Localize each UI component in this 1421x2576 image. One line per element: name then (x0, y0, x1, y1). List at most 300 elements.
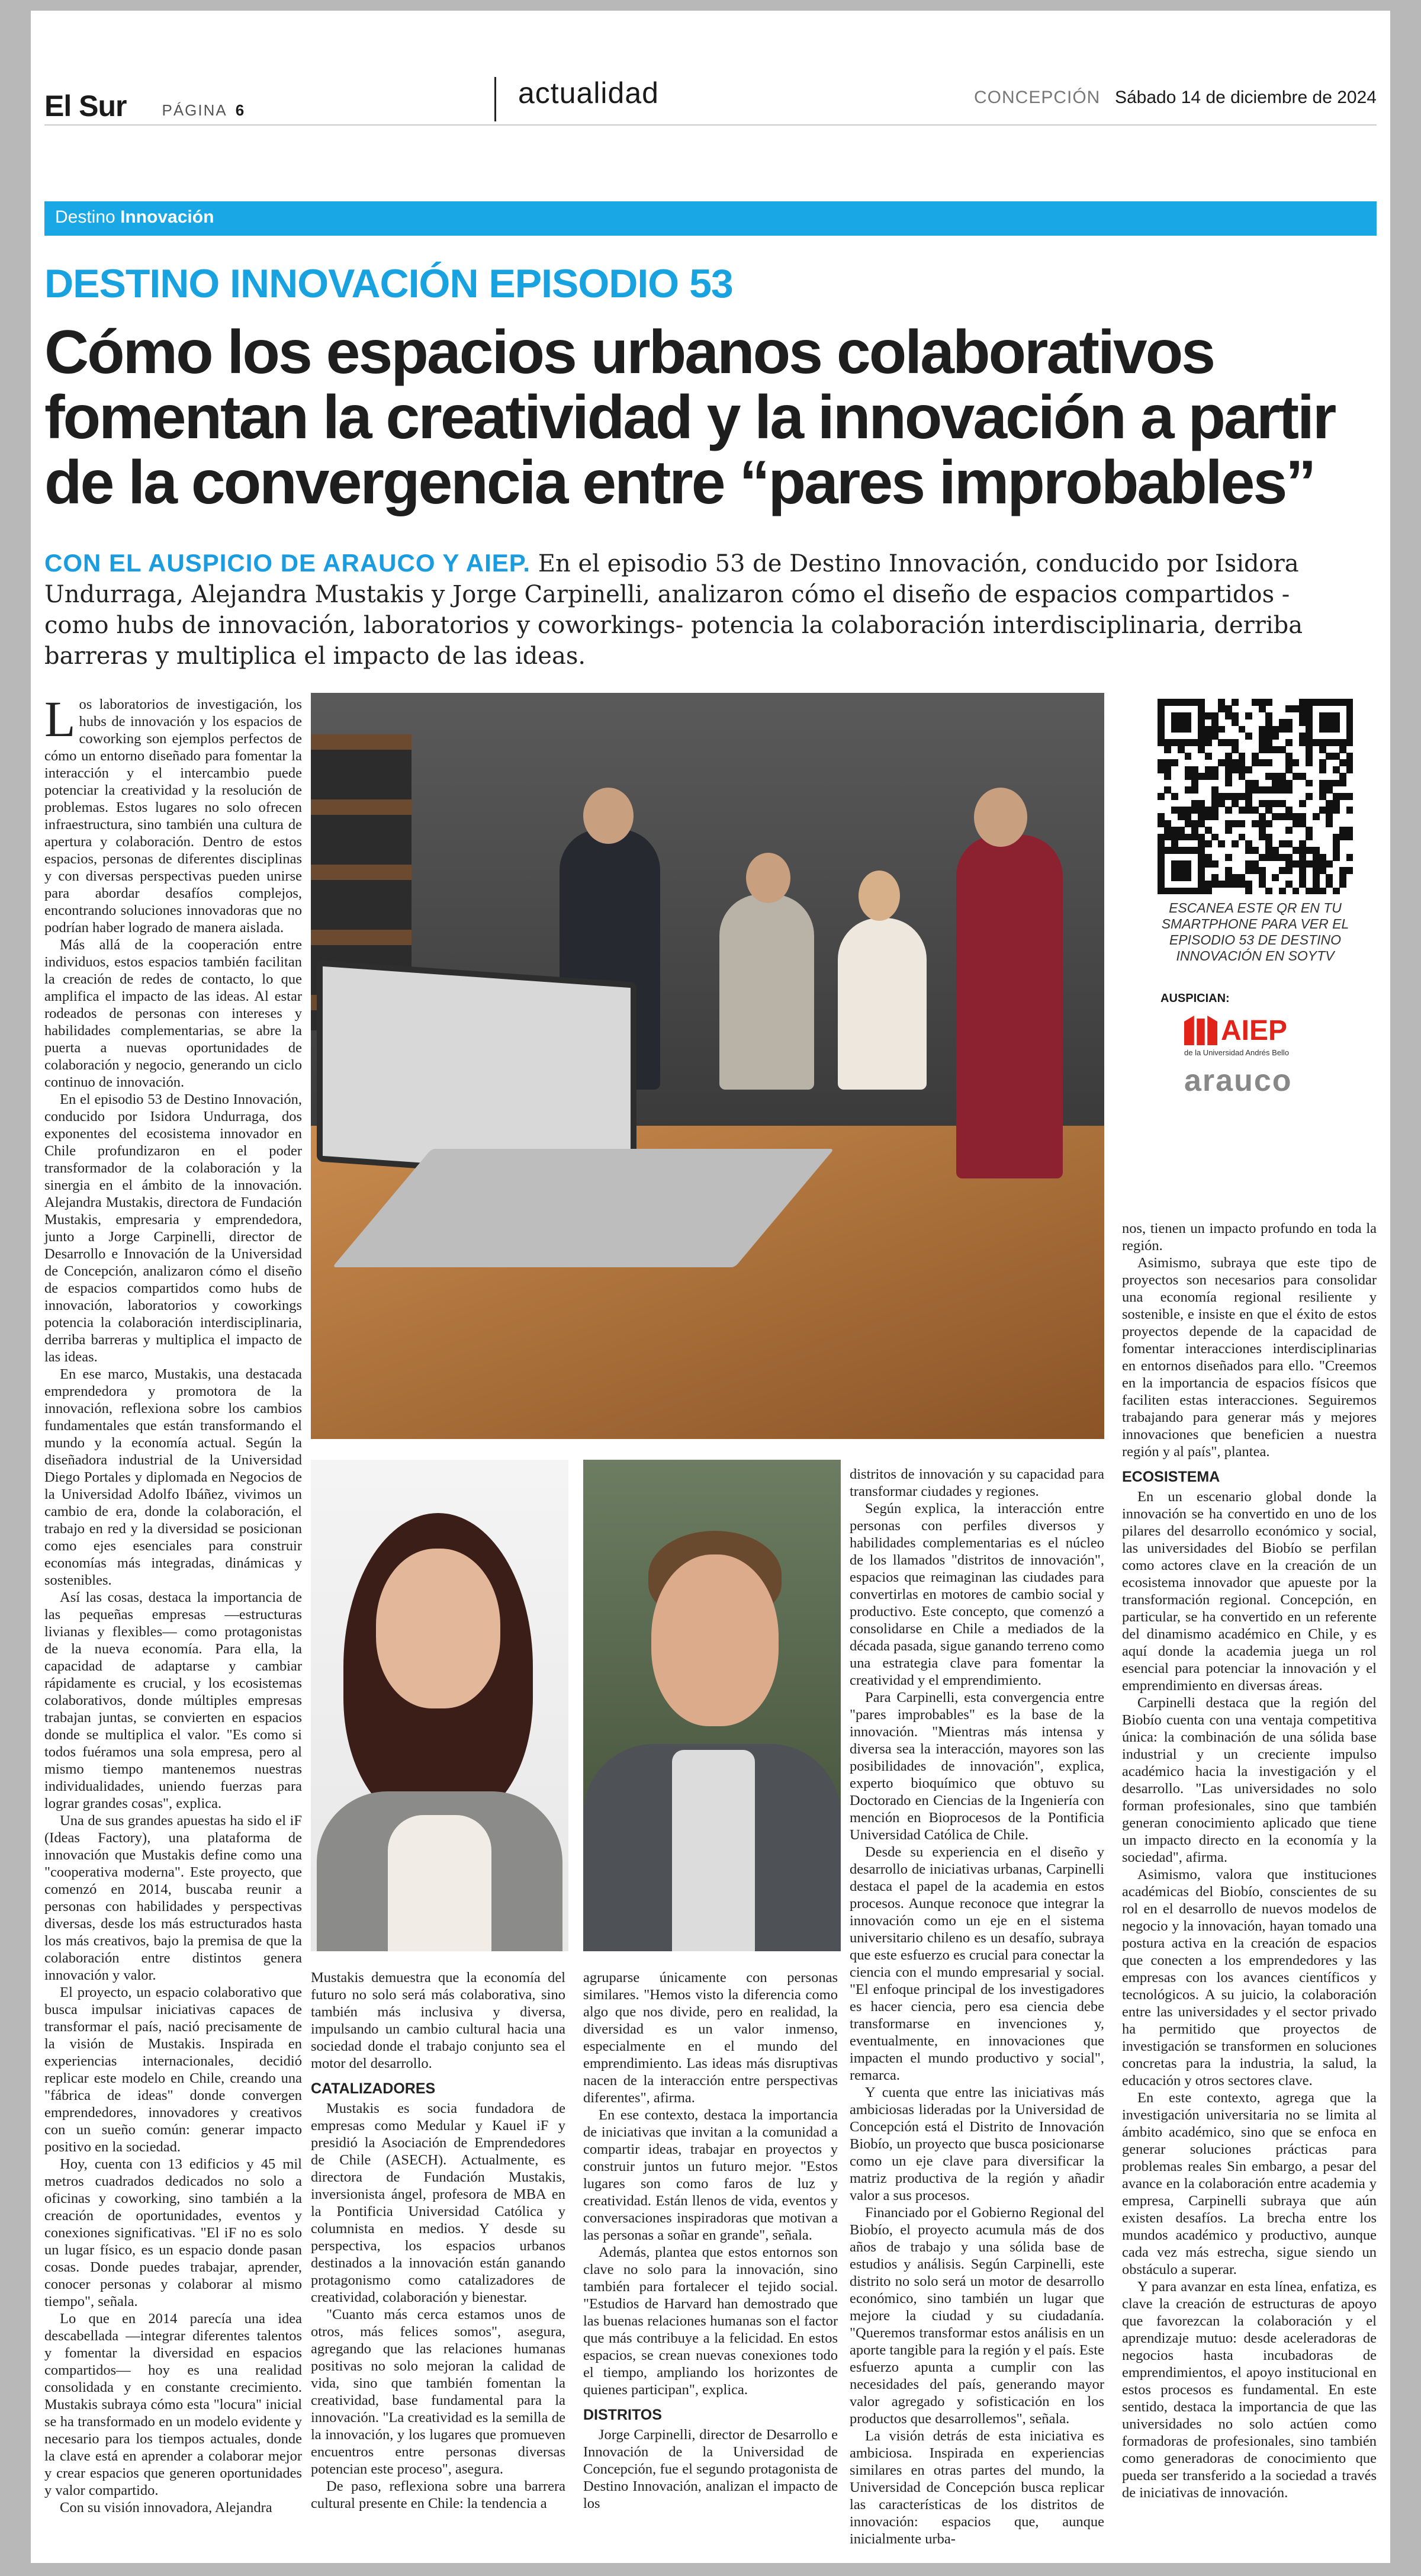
qr-module (1185, 712, 1192, 720)
qr-module (1164, 820, 1171, 827)
city-label: CONCEPCIÓN (974, 88, 1101, 107)
qr-module (1339, 793, 1346, 800)
qr-module (1265, 712, 1272, 720)
qr-module (1333, 888, 1340, 895)
paragraph: Financiado por el Gobierno Regional del Biobío, el proyecto acumula más de dos años de trabajo y una sólida base de estudios y análisis. Según Carpinelli, este distrito no solo será un motor de desarrollo económico, sino también un lugar que mejore la ciudad y su ciudadanía. "Queremos transformar estos análisis en un aporte tangible para la región y el país. Este esfuerzo apunta a cumplir con las necesidades del país, generando mayor valor agregado y sofisticación en los productos que desarrollemos", señala. (850, 2205, 1104, 2427)
qr-module (1245, 786, 1252, 794)
qr-module (1313, 854, 1320, 861)
qr-module (1346, 733, 1354, 740)
qr-module (1185, 807, 1192, 814)
qr-module (1272, 746, 1279, 753)
qr-module (1218, 793, 1225, 800)
paragraph: En este contexto, agrega que la investigación universitaria no se limita al ámbito académico, sino que se enfoca en generar soluciones prácticas para problemas reales Sin embargo, a pesar del avance en la colaboración entre academia y empresa, Carpinelli subraya que aún existen desafíos. La brecha entre los mundos académico y productivo, aunque cada vez más estrecha, sigue siendo un obstáculo a superar. (1122, 2090, 1377, 2278)
header-divider (494, 77, 496, 121)
qr-module (1299, 719, 1306, 726)
qr-module (1198, 881, 1205, 888)
qr-module (1265, 726, 1272, 733)
paragraph: Lo que en 2014 parecía una idea descabellada —integrar diferentes talentos y fomentar la diversidad en espacios compartidos— hoy es una realidad consolidada y en constante crecimiento. Mustakis subraya cómo esta "locura" inicial se ha transformado en un modelo evidente y necesario para los tiempos actuales, donde la clave está en aprender a colaborar mejor y crear espacios que generen oportunidades y valor compartido. (44, 2311, 302, 2498)
qr-module (1185, 820, 1192, 827)
qr-module (1205, 726, 1212, 733)
qr-module (1306, 759, 1313, 766)
qr-module (1218, 881, 1225, 888)
qr-module (1293, 813, 1300, 820)
qr-module (1306, 753, 1313, 760)
qr-module (1218, 705, 1225, 712)
qr-module (1306, 847, 1313, 854)
qr-module (1239, 820, 1246, 827)
qr-module (1178, 719, 1185, 726)
qr-module (1299, 739, 1306, 746)
qr-module (1326, 786, 1333, 794)
qr-module (1339, 780, 1346, 787)
qr-module (1211, 733, 1219, 740)
qr-module (1239, 759, 1246, 766)
qr-module (1306, 733, 1313, 740)
paragraph: Jorge Carpinelli, director de Desarrollo e Innovación de la Universidad de Concepción, fue el segundo protagonista de Destino Innovación, analizan el impacto de los (583, 2427, 838, 2511)
qr-module (1299, 874, 1306, 881)
qr-module (1293, 847, 1300, 854)
qr-module (1272, 813, 1279, 820)
qr-module (1252, 786, 1259, 794)
qr-module (1306, 860, 1313, 868)
qr-module (1299, 733, 1306, 740)
main-photo-coworking (311, 693, 1104, 1439)
qr-module (1272, 874, 1279, 881)
qr-module (1326, 874, 1333, 881)
lead-paragraph (44, 548, 1353, 672)
paragraph: Hoy, cuenta con 13 edificios y 45 mil metros cuadrados dedicados no solo a oficinas y coworking, sino también a la creación de oportunidades, eventos y conexiones significativas. "El iF no es solo un lugar físico, es un espacio donde pasan cosas. Donde puedes trabajar, aprender, conocer personas y colaborar al mismo tiempo", señala. (44, 2156, 302, 2310)
qr-module (1259, 739, 1266, 746)
qr-module (1178, 739, 1185, 746)
qr-module (1313, 874, 1320, 881)
qr-module (1279, 888, 1286, 895)
qr-module (1326, 753, 1333, 760)
qr-module (1265, 739, 1272, 746)
qr-module (1313, 699, 1320, 706)
qr-module (1265, 800, 1272, 807)
photo-person (956, 835, 1063, 1178)
qr-module (1211, 712, 1219, 720)
qr-module (1158, 840, 1165, 847)
qr-module (1185, 719, 1192, 726)
qr-module (1279, 867, 1286, 874)
qr-module (1272, 847, 1279, 854)
qr-module (1164, 699, 1171, 706)
paragraph: En ese marco, Mustakis, una destacada emprendedora y promotora de la innovación, reflexiona sobre los cambios fundamentales que están transformando el mundo y la economía actual. Según la diseñadora industrial de la Universidad Diego Portales y diplomada en Negocios de la Universidad Adolfo Ibáñez, vivimos un cambio de era, donde la colaboración, el trabajo en red y la diversidad se posicionan como ejes esenciales para construir economías más integradas, dinámicas y sostenibles. (44, 1366, 302, 1588)
qr-module (1225, 867, 1232, 874)
qr-module (1225, 759, 1232, 766)
article-column-3 (583, 1969, 838, 2512)
page-label (162, 101, 245, 120)
qr-module (1346, 766, 1354, 773)
qr-module (1339, 759, 1346, 766)
qr-module (1171, 793, 1178, 800)
qr-module (1225, 780, 1232, 787)
qr-module (1171, 827, 1178, 834)
qr-module (1319, 719, 1326, 726)
qr-module (1326, 807, 1333, 814)
qr-module (1313, 739, 1320, 746)
qr-module (1339, 773, 1346, 780)
qr-module (1279, 840, 1286, 847)
qr-module (1211, 813, 1219, 820)
paragraph: En el episodio 53 de Destino Innovación, conducido por Isidora Undurraga, dos exponentes del ecosistema innovador en Chile profundizaron en el poder transformador de la colaboración y la sinergia en el ámbito de la innovación. Alejandra Mustakis, directora de Fundación Mustakis, empresaria y emprendedora, junto a Jorge Carpinelli, director de Desarrollo e Innovación de la Universidad de Concepción, analizaron cómo el diseño de espacios compartidos como hubs de innovación, laboratorios y coworkings potencia la colaboración interdisciplinaria, derriba barreras y multiplica el impacto de las ideas. (44, 1091, 302, 1365)
qr-module (1339, 739, 1346, 746)
qr-module (1285, 726, 1293, 733)
qr-module (1205, 766, 1212, 773)
qr-module (1346, 834, 1354, 841)
qr-module (1319, 699, 1326, 706)
qr-module (1185, 753, 1192, 760)
qr-module (1245, 800, 1252, 807)
qr-module (1346, 867, 1354, 874)
paragraph: Además, plantea que estos entornos son clave no solo para la innovación, sino también para fortalecer el tejido social. "Estudios de Harvard han demostrado que las buenas relaciones humanas son el factor que más contribuye a la felicidad. En estos espacios, se crean nuevas conexiones todo el tiempo, ampliando los horizontes de quienes participan", explica. (583, 2244, 838, 2398)
qr-module (1191, 766, 1198, 773)
qr-module (1191, 780, 1198, 787)
qr-module (1259, 867, 1266, 874)
qr-module (1191, 847, 1198, 854)
qr-module (1171, 726, 1178, 733)
qr-module (1265, 773, 1272, 780)
qr-module (1326, 800, 1333, 807)
qr-module (1211, 773, 1219, 780)
paragraph: Y cuenta que entre las iniciativas más ambiciosas lideradas por la Universidad de Concepción está el Distrito de Innovación Biobío, un proyecto que busca posicionarse como un eje clave para diversificar la matriz productiva de la región y añadir valor a sus procesos. (850, 2084, 1104, 2204)
qr-module (1198, 712, 1205, 720)
qr-module (1326, 739, 1333, 746)
lead-text: En el episodio 53 de Destino Innovación, conducido por Isidora Undurraga, Alejandra Mustakis y Jorge Carpinelli, analizaron cómo el diseño de espacios compartidos -como hubs de innovación, laboratorios y coworkings- potencia la colaboración interdisciplinaria, derriba barreras y multiplica el impacto de las ideas. (44, 550, 1303, 670)
qr-module (1245, 712, 1252, 720)
qr-module (1245, 780, 1252, 787)
qr-module (1191, 773, 1198, 780)
qr-module (1265, 820, 1272, 827)
qr-module (1198, 874, 1205, 881)
qr-module (1285, 881, 1293, 888)
qr-module (1245, 881, 1252, 888)
qr-module (1158, 733, 1165, 740)
paragraph: Carpinelli destaca que la región del Biobío cuenta con una ventaja competitiva única: la combinación de una sólida base industrial y un creciente impulso académico hacia la investigación y el desarrollo. "Las universidades no solo forman profesionales, sino que también generan conocimiento aplicado que tiene un impacto directo en la economía y la sociedad", afirma. (1122, 1695, 1377, 1865)
qr-module (1158, 888, 1165, 895)
qr-module (1232, 719, 1239, 726)
qr-module (1205, 773, 1212, 780)
qr-module (1346, 793, 1354, 800)
qr-module (1178, 860, 1185, 868)
lead-sponsor: CON EL AUSPICIO DE ARAUCO Y AIEP. (44, 549, 531, 577)
qr-module (1259, 874, 1266, 881)
qr-module (1259, 881, 1266, 888)
qr-module (1198, 699, 1205, 706)
qr-module (1285, 719, 1293, 726)
qr-module (1306, 699, 1313, 706)
qr-module (1185, 860, 1192, 868)
qr-module (1333, 739, 1340, 746)
qr-module (1191, 739, 1198, 746)
qr-module (1218, 699, 1225, 706)
qr-module (1279, 719, 1286, 726)
qr-module (1232, 712, 1239, 720)
qr-module (1265, 834, 1272, 841)
qr-module (1198, 733, 1205, 740)
qr-module (1225, 766, 1232, 773)
qr-module (1265, 888, 1272, 895)
qr-module (1171, 840, 1178, 847)
subheading-ecosistema: ECOSISTEMA (1122, 1469, 1220, 1485)
qr-module (1225, 820, 1232, 827)
qr-module (1339, 881, 1346, 888)
qr-module (1171, 739, 1178, 746)
qr-module (1306, 712, 1313, 720)
qr-module (1259, 834, 1266, 841)
qr-module (1218, 726, 1225, 733)
qr-module (1158, 759, 1165, 766)
portrait-alejandra-mustakis (311, 1460, 568, 1951)
portrait-shirt (672, 1750, 755, 1951)
photo-person (719, 894, 814, 1090)
qr-module (1225, 705, 1232, 712)
qr-module (1158, 712, 1165, 720)
page-label-text: PÁGINA (162, 101, 227, 119)
qr-module (1272, 786, 1279, 794)
qr-module (1205, 888, 1212, 895)
section-tag-bar (44, 201, 1377, 236)
qr-module (1339, 867, 1346, 874)
qr-module (1259, 827, 1266, 834)
paragraph: Los laboratorios de investigación, los hubs de innovación y los espacios de coworking son ejemplos perfectos de cómo un entorno diseñado para fomentar la interacción y el intercambio puede potenciar la creatividad y la resolución de problemas. Estos lugares no solo ofrecen infraestructura, sino también una cultura de apertura y colaboración. Dentro de estos espacios, personas de diferentes disciplinas y con diversas perspectivas pueden unirse para abordar desafíos complejos, encontrando soluciones innovadoras que no podrían haber logrado de manera aislada. (44, 690, 302, 936)
qr-module (1259, 800, 1266, 807)
qr-module (1326, 780, 1333, 787)
qr-module (1299, 860, 1306, 868)
qr-module (1299, 699, 1306, 706)
paragraph: Desde su experiencia en el diseño y desarrollo de iniciativas urbanas, Carpinelli destaca el papel de la academia en estos procesos. Aunque reconoce que integrar la innovación como un eje en el sistema universitario chileno es un desafío, subraya que este esfuerzo es crucial para conectar la ciencia con el mundo empresarial y social. "El enfoque principal de los investigadores es hacer ciencia, pero esa ciencia debe transformarse en invenciones y, eventualmente, en innovaciones que impacten el mundo productivo y social", remarca. (850, 1844, 1104, 2083)
qr-module (1313, 881, 1320, 888)
qr-module (1259, 813, 1266, 820)
qr-module (1285, 753, 1293, 760)
qr-module (1279, 854, 1286, 861)
qr-module (1279, 773, 1286, 780)
qr-module (1346, 705, 1354, 712)
qr-module (1265, 759, 1272, 766)
qr-module (1211, 786, 1219, 794)
issue-date: Sábado 14 de diciembre de 2024 (1114, 88, 1377, 107)
paragraph: Mustakis es socia fundadora de empresas como Medular y Kauel iF y presidió la Asociación de Emprendedores de Chile (ASECH). Actualmente, es directora de Fundación Mustakis, inversionista ángel, profesora de MBA en la Pontificia Universidad Católica y columnista en medios. Y desde su perspectiva, los espacios urbanos destinados a la innovación están ganando protagonismo como catalizadores de creatividad, colaboración y bienestar. (311, 2100, 565, 2305)
qr-module (1211, 793, 1219, 800)
qr-module (1178, 867, 1185, 874)
qr-module (1205, 860, 1212, 868)
qr-module (1285, 780, 1293, 787)
qr-module (1259, 786, 1266, 794)
paragraph: Así las cosas, destaca la importancia de las pequeñas empresas —estructuras livianas y flexibles— como protagonistas de la nueva economía. Para ella, la capacidad de adaptarse y cambiar rápidamente es crucial, y los ecosistemas colaborativos, donde múltiples empresas trabajan juntas, se convierten en espacios donde se multiplica el valor. "Es como si todos fuéramos una sola empresa, pero al mismo tiempo mantenemos nuestras individualidades, uniendo fuerzas para lograr grandes cosas", explica. (44, 1589, 302, 1811)
qr-module (1158, 726, 1165, 733)
qr-module (1185, 773, 1192, 780)
tag-prefix: Destino (55, 207, 115, 227)
qr-module (1265, 733, 1272, 740)
qr-module (1232, 746, 1239, 753)
qr-module (1285, 827, 1293, 834)
qr-module (1245, 733, 1252, 740)
qr-module (1178, 813, 1185, 820)
qr-module (1239, 834, 1246, 841)
qr-module (1171, 847, 1178, 854)
qr-module (1158, 739, 1165, 746)
qr-module (1319, 888, 1326, 895)
qr-module (1225, 881, 1232, 888)
qr-module (1265, 786, 1272, 794)
qr-module (1185, 874, 1192, 881)
qr-module (1178, 699, 1185, 706)
qr-module (1306, 719, 1313, 726)
qr-module (1259, 759, 1266, 766)
qr-module (1259, 746, 1266, 753)
qr-module (1346, 753, 1354, 760)
qr-module (1285, 759, 1293, 766)
paragraph: En ese contexto, destaca la importancia de iniciativas que invitan a la comunidad a compartir ideas, trabajar en proyectos y construir juntos un futuro mejor. "Estos lugares son como faros de luz y creatividad. Están llenos de vida, eventos y conversaciones inspiradoras que motivan a las personas a soñar en grande", señala. (583, 2107, 838, 2243)
qr-module (1299, 854, 1306, 861)
section-name: actualidad (518, 76, 659, 110)
qr-module (1313, 847, 1320, 854)
qr-module (1239, 773, 1246, 780)
paragraph: Una de sus grandes apuestas ha sido el iF (Ideas Factory), una plataforma de innovación que Mustakis define como una "cooperativa moderna". Este proyecto, que comenzó en 2014, buscaba reunir a personas con habilidades y perspectivas diversas, desde los más estructurados hasta los más creativos, bajo la premisa de que la colaboración entre distintos genera innovación y valor. (44, 1813, 302, 1983)
aiep-logo (1184, 1016, 1287, 1045)
qr-module (1232, 699, 1239, 706)
qr-module (1265, 847, 1272, 854)
qr-code[interactable] (1158, 699, 1353, 894)
qr-module (1252, 753, 1259, 760)
qr-module (1164, 827, 1171, 834)
qr-module (1299, 847, 1306, 854)
qr-module (1225, 874, 1232, 881)
qr-module (1205, 753, 1212, 760)
qr-module (1218, 800, 1225, 807)
qr-module (1279, 726, 1286, 733)
qr-module (1333, 719, 1340, 726)
paragraph: El proyecto, un espacio colaborativo que busca impulsar iniciativas capaces de transformar el país, nació precisamente de la visión de Mustakis. Inspirada en experiencias internacionales, decidió replicar este modelo en Chile, creando una "fábrica de ideas" donde convergen emprendedores, innovadores y creativos con un sueño común: generar impacto positivo en la sociedad. (44, 1984, 302, 2155)
qr-module (1285, 766, 1293, 773)
paragraph: "Cuanto más cerca estamos unos de otros, más felices somos", asegura, agregando que las relaciones humanas positivas no solo mejoran la calidad de vida, sino que también fomentan la creatividad, base fundamental para la innovación. "La creatividad es la semilla de la innovación, y los lugares que promueven encuentros entre personas diversas potencian este proceso", asegura. (311, 2307, 565, 2477)
qr-module (1191, 820, 1198, 827)
qr-module (1333, 780, 1340, 787)
qr-module (1211, 726, 1219, 733)
qr-module (1333, 766, 1340, 773)
headline: Cómo los espacios urbanos colaborativos fomentan la creatividad y la innovación a partir de la convergencia entre “pares improbables” (44, 318, 1335, 517)
qr-module (1158, 867, 1165, 874)
qr-module (1239, 793, 1246, 800)
qr-module (1313, 813, 1320, 820)
qr-module (1319, 860, 1326, 868)
article-column-1 (44, 690, 302, 2516)
qr-module (1171, 807, 1178, 814)
qr-module (1339, 834, 1346, 841)
qr-module (1225, 712, 1232, 720)
qr-module (1171, 719, 1178, 726)
qr-module (1239, 753, 1246, 760)
qr-module (1272, 854, 1279, 861)
qr-module (1313, 888, 1320, 895)
qr-module (1265, 854, 1272, 861)
qr-module (1158, 874, 1165, 881)
qr-module (1158, 860, 1165, 868)
qr-module (1279, 786, 1286, 794)
paragraph: La visión detrás de esta iniciativa es ambiciosa. Inspirada en experiencias similares en otras partes del mundo, la Universidad de Concepción busca replicar las características de los distritos de innovación: espacios que, aunque inicialmente urba- (850, 2428, 1104, 2547)
qr-module (1239, 881, 1246, 888)
qr-module (1198, 726, 1205, 733)
qr-module (1319, 867, 1326, 874)
kicker: DESTINO INNOVACIÓN EPISODIO 53 (44, 261, 733, 306)
qr-module (1346, 726, 1354, 733)
qr-module (1185, 786, 1192, 794)
qr-module (1205, 733, 1212, 740)
qr-module (1306, 746, 1313, 753)
paragraph: Asimismo, valora que instituciones académicas del Biobío, conscientes de su rol en el desarrollo de nuevos modelos de negocio y la innovación, hayan tomado una postura activa en la creación de espacios que conecten a los emprendedores y las empresas con los avances científicos y tecnológicos. A su juicio, la colaboración entre las universidades y el sector privado ha permitido que proyectos de investigación se transformen en soluciones concretas para la industria, la salud, la educación y otros sectores clave. (1122, 1867, 1377, 2089)
qr-module (1285, 860, 1293, 868)
qr-module (1211, 719, 1219, 726)
qr-module (1198, 860, 1205, 868)
qr-module (1164, 847, 1171, 854)
qr-module (1326, 820, 1333, 827)
qr-module (1285, 854, 1293, 861)
photo-head (746, 853, 790, 903)
qr-module (1198, 813, 1205, 820)
qr-module (1293, 860, 1300, 868)
qr-module (1339, 827, 1346, 834)
qr-module (1272, 733, 1279, 740)
article-column-5 (1122, 1220, 1377, 2501)
portrait-shirt (388, 1815, 491, 1951)
paragraph: Mustakis demuestra que la economía del futuro no solo será más colaborativa, sino también más inclusiva y diversa, impulsando un cambio cultural hacia una sociedad donde el trabajo conjunto sea el motor del desarrollo. (311, 1970, 565, 2071)
qr-module (1225, 827, 1232, 834)
qr-module (1211, 834, 1219, 841)
qr-module (1299, 800, 1306, 807)
qr-module (1158, 705, 1165, 712)
qr-module (1191, 888, 1198, 895)
qr-module (1326, 726, 1333, 733)
qr-module (1306, 705, 1313, 712)
qr-module (1306, 739, 1313, 746)
qr-module (1293, 888, 1300, 895)
qr-module (1191, 786, 1198, 794)
qr-module (1333, 800, 1340, 807)
qr-module (1225, 793, 1232, 800)
qr-module (1279, 746, 1286, 753)
qr-module (1164, 759, 1171, 766)
qr-module (1333, 753, 1340, 760)
qr-module (1265, 719, 1272, 726)
aiep-subtitle: de la Universidad Andrés Bello (1184, 1048, 1290, 1057)
qr-module (1245, 847, 1252, 854)
qr-module (1265, 807, 1272, 814)
qr-module (1319, 807, 1326, 814)
qr-module (1191, 827, 1198, 834)
qr-module (1285, 786, 1293, 794)
qr-module (1259, 699, 1266, 706)
qr-module (1158, 854, 1165, 861)
qr-module (1158, 766, 1165, 773)
qr-module (1319, 793, 1326, 800)
qr-module (1185, 834, 1192, 841)
qr-module (1319, 780, 1326, 787)
qr-module (1245, 867, 1252, 874)
qr-module (1279, 813, 1286, 820)
qr-module (1178, 847, 1185, 854)
qr-module (1225, 854, 1232, 861)
qr-module (1198, 719, 1205, 726)
qr-module (1178, 807, 1185, 814)
qr-module (1259, 733, 1266, 740)
qr-module (1306, 793, 1313, 800)
qr-module (1259, 820, 1266, 827)
qr-module (1299, 867, 1306, 874)
qr-module (1285, 705, 1293, 712)
paragraph: En un escenario global donde la innovación se ha convertido en uno de los pilares del desarrollo económico y social, las universidades del Biobío se perfilan como actores clave en la creación de un ecosistema innovador que apueste por la transformación regional. Concepción, en particular, se ha convertido en un referente del dinamismo académico en Chile, y es aquí donde la academia juega un rol esencial para potenciar la innovación y el emprendimiento en diversas áreas. (1122, 1489, 1377, 1694)
header-rule (44, 124, 1377, 126)
